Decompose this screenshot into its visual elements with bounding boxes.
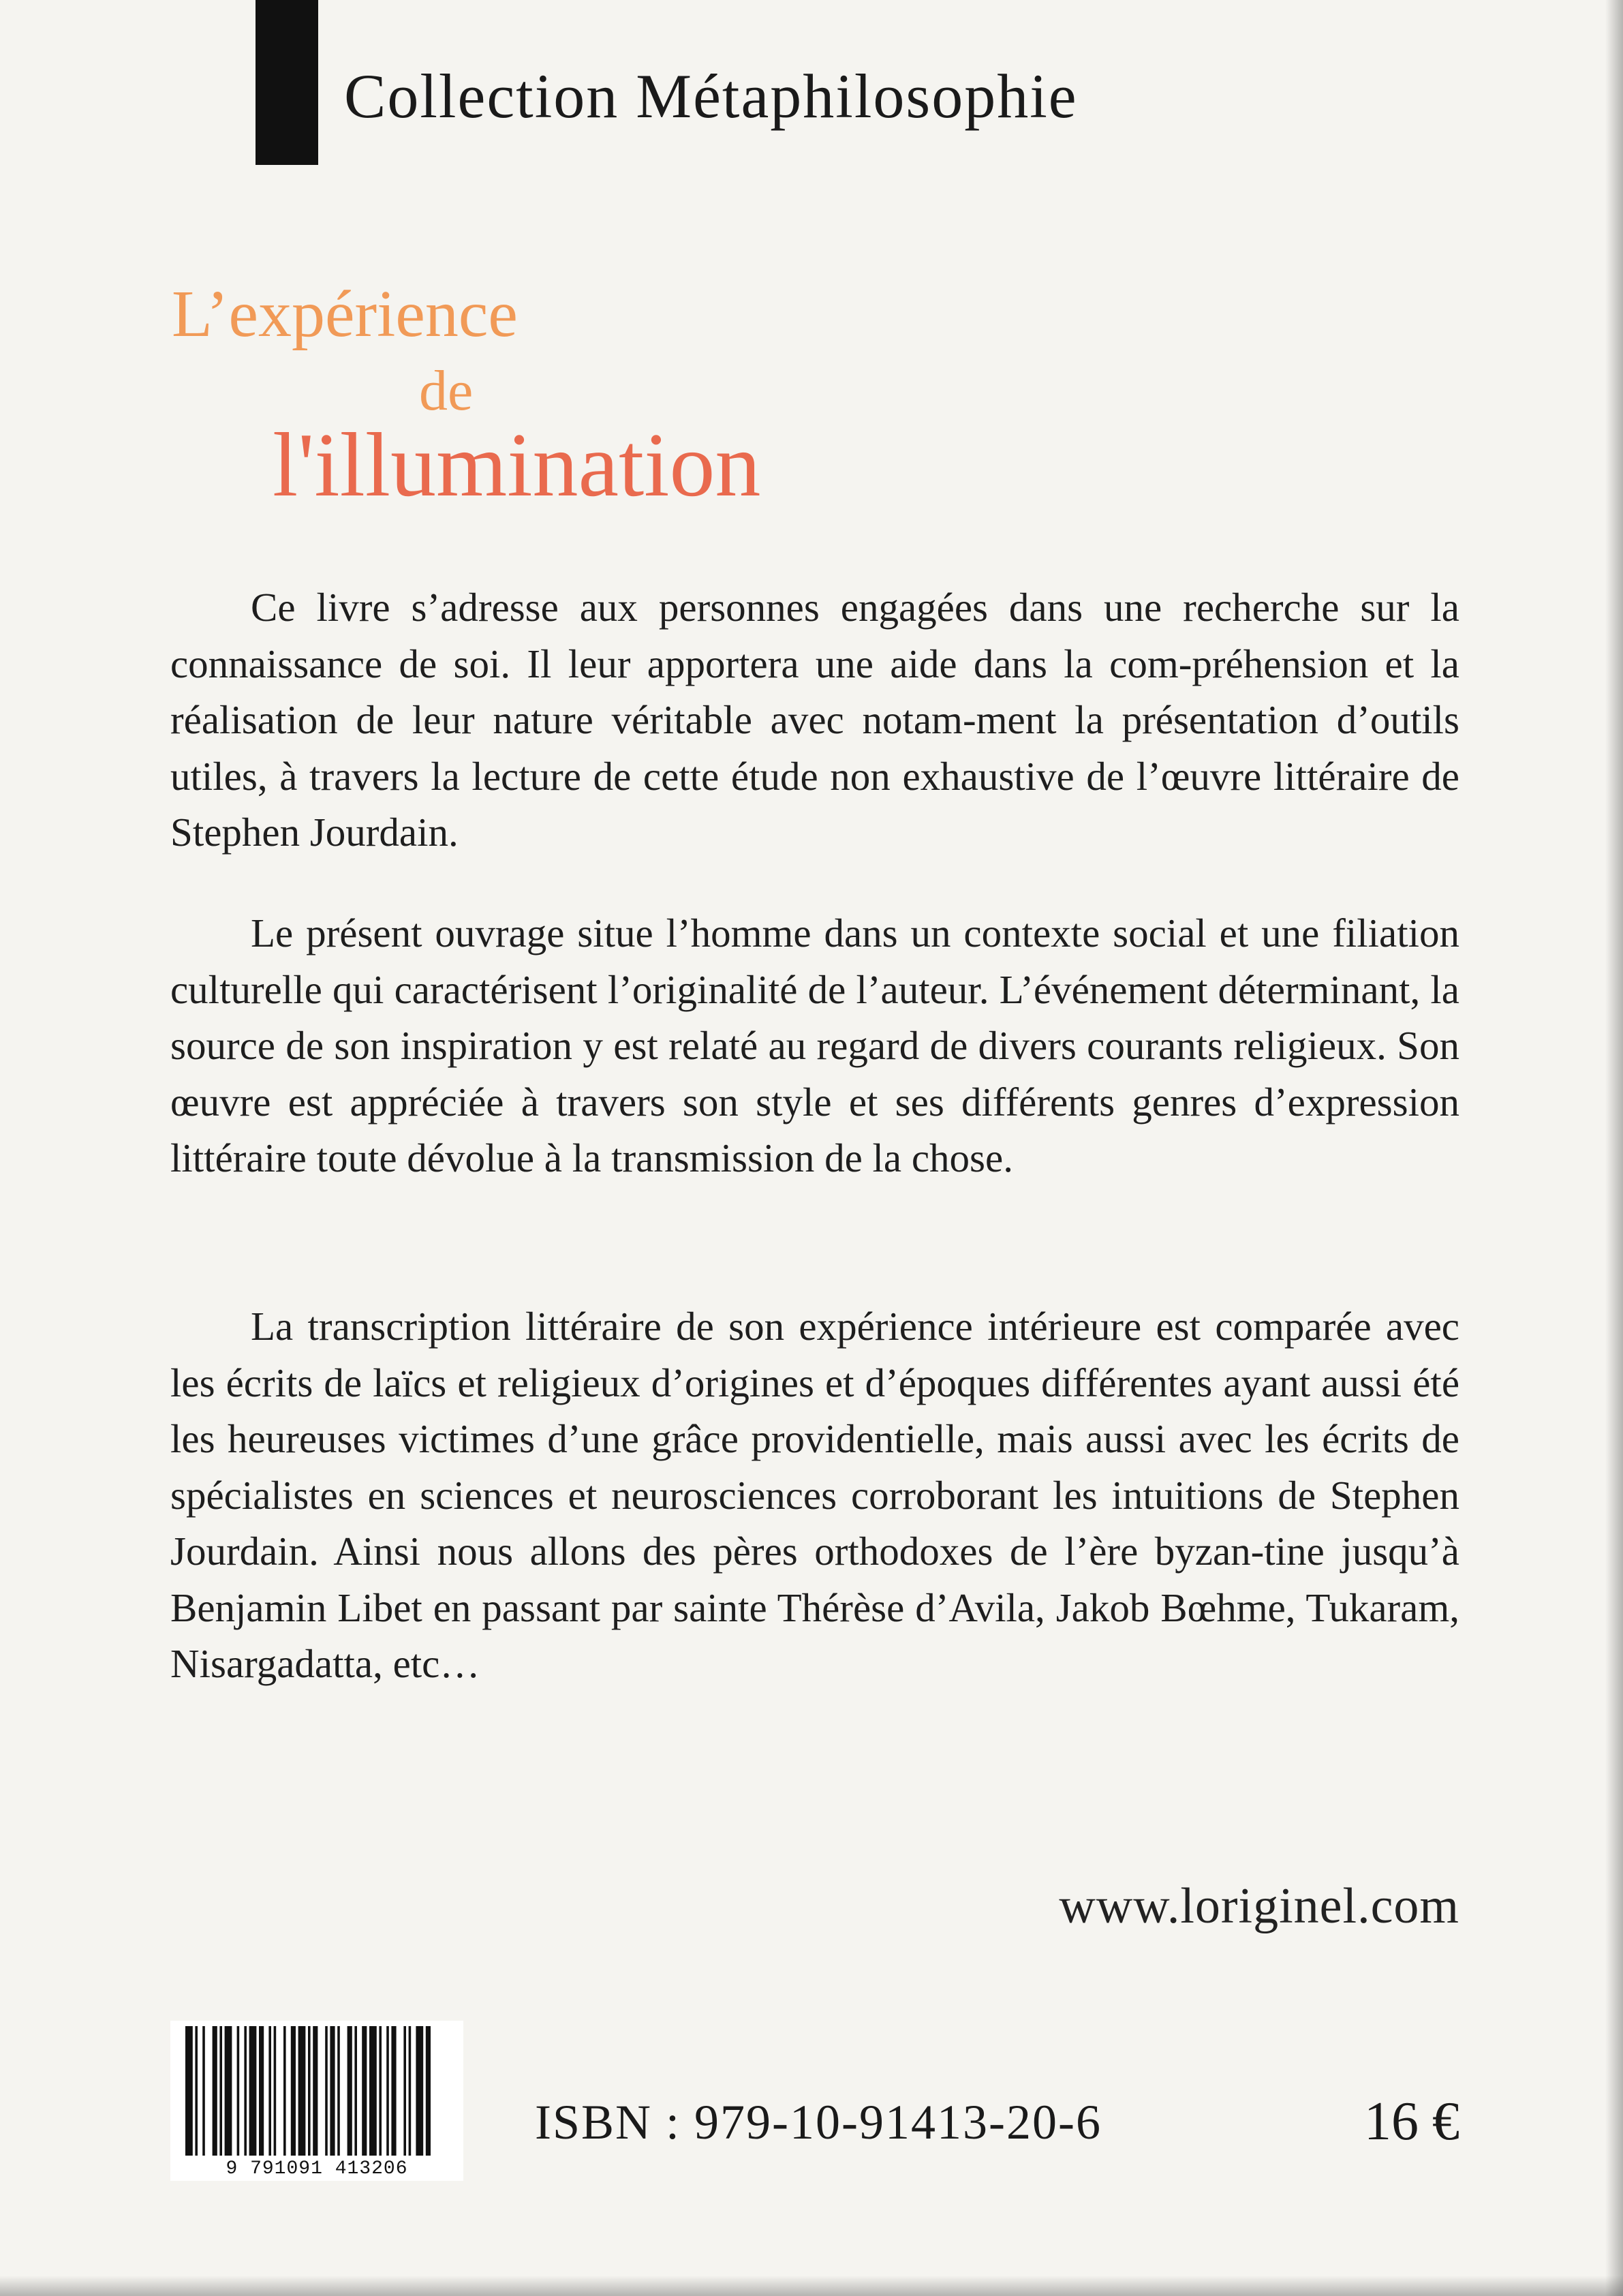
title-line-2: de: [419, 359, 474, 423]
barcode-bar: [369, 2026, 377, 2156]
barcode-bar: [337, 2026, 340, 2156]
barcode-bar: [379, 2026, 382, 2156]
right-edge-shadow: [1605, 0, 1623, 2296]
blurb-paragraph-1: Ce livre s’adresse aux personnes engagées dans une recherche sur la connaissance de soi. Il leur apportera une aide dans la com-préhension et la réalisation de leur nature véritable avec notam-ment la présentation d’outils utiles, à travers la lecture de cette étude non exhaustive de l’œuvre littéraire de Stephen Jourdain.: [170, 585, 1459, 855]
barcode-bar: [185, 2026, 193, 2156]
publisher-website: www.loriginel.com: [1059, 1878, 1459, 1934]
barcode-bar: [403, 2026, 406, 2156]
barcode-bar: [274, 2026, 277, 2156]
barcode-bar: [325, 2026, 328, 2156]
barcode-bar: [347, 2026, 352, 2156]
price-tag: 16 €: [1364, 2092, 1459, 2152]
barcode-bar: [298, 2026, 306, 2156]
barcode-bar: [354, 2026, 357, 2156]
barcode-bar: [259, 2026, 264, 2156]
barcode-bar: [195, 2026, 198, 2156]
title-line-3: l'illumination: [273, 414, 761, 515]
barcode-bar: [225, 2026, 232, 2156]
isbn-barcode: [170, 2021, 463, 2181]
collection-marker-bar: [256, 0, 318, 165]
barcode-bar: [426, 2026, 431, 2156]
barcode-bar: [268, 2026, 271, 2156]
barcode-bar: [291, 2026, 296, 2156]
barcode-bar: [386, 2026, 389, 2156]
barcode-bar: [362, 2026, 367, 2156]
blurb-paragraph-3: La transcription littéraire de son expérience intérieure est comparée avec les écrits de laïcs et religieux d’origines et d’époques différentes ayant aussi été les heureuses victimes d’une grâce providentielle, mais aussi avec les écrits de spécialistes en sciences et neurosciences corroborant les intuitions de Stephen Jourdain. Ainsi nous allons des pères orthodoxes de l’ère byzan-tine jusqu’à Benjamin Libet en passant par sainte Thérèse d’Avila, Jakob Bœhme, Tukaram, Nisargadatta, etc…: [170, 1304, 1459, 1686]
barcode-bar: [202, 2026, 205, 2156]
barcode-bar: [313, 2026, 318, 2156]
barcode-bar: [330, 2026, 335, 2156]
barcode-bar: [249, 2026, 257, 2156]
barcode-bars: [170, 2021, 463, 2160]
barcode-bar: [244, 2026, 247, 2156]
isbn-number: ISBN : 979-10-91413-20-6: [535, 2095, 1102, 2149]
barcode-bar: [409, 2026, 412, 2156]
barcode-bar: [308, 2026, 311, 2156]
barcode-bar: [416, 2026, 423, 2156]
barcode-bar: [213, 2026, 217, 2156]
blurb-paragraph-2: Le présent ouvrage situe l’homme dans un contexte social et une filiation culturelle qui caractérisent l’originalité de l’auteur. L’événement déterminant, la source de son inspiration y est relaté au regard de divers courants religieux. Son œuvre est appréciée à travers son style et ses différents genres d’expression littéraire toute dévolue à la transmission de la chose.: [170, 910, 1459, 1180]
barcode-bar: [283, 2026, 286, 2156]
barcode-bar: [391, 2026, 396, 2156]
collection-name: Collection Métaphilosophie: [344, 61, 1078, 131]
barcode-bar: [237, 2026, 240, 2156]
barcode-digits: 9 791091 413206: [226, 2158, 408, 2179]
barcode-bar: [219, 2026, 222, 2156]
bottom-edge-shadow: [0, 2276, 1623, 2296]
title-line-1: L’expérience: [172, 277, 518, 351]
